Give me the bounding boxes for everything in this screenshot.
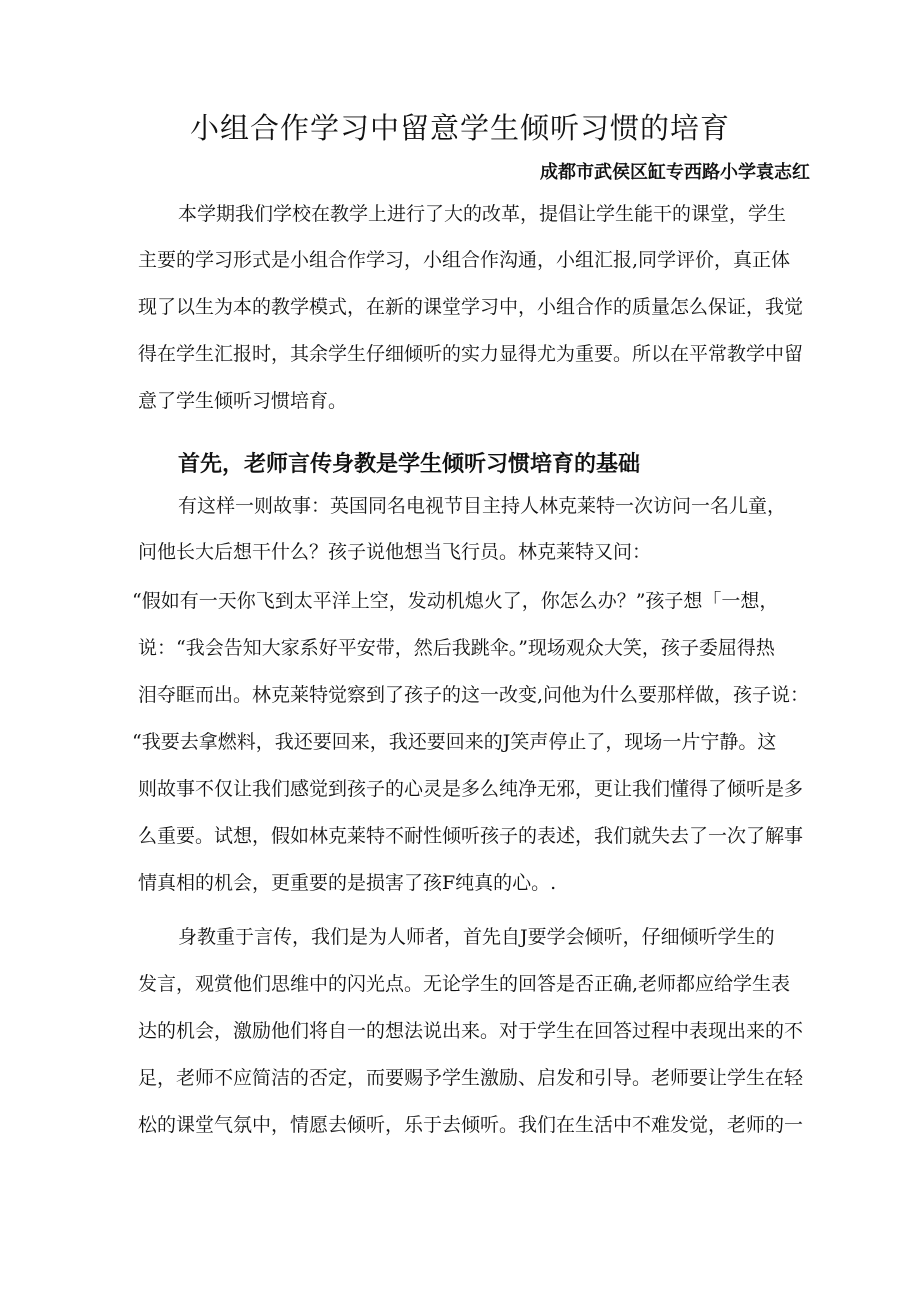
paragraph-line: 泪夺眶而出。林克莱特觉察到了孩子的这一改变,问他为什么要那样做，孩子说： xyxy=(138,684,810,706)
paragraph-line: 得在学生汇报时，其余学生仔细倾听的实力显得尤为重要。所以在平常教学中留 xyxy=(138,343,804,365)
paragraph-line: 达的机会，激励他们将自一的想法说出来。对于学生在回答过程中表现出来的不 xyxy=(138,1020,804,1042)
paragraph-line: 发言，观赏他们思维中的闪光点。无论学生的回答是否正确,老师都应给学生表 xyxy=(138,973,791,995)
author-line: 成都市武侯区缸专西路小学袁志红 xyxy=(540,162,810,183)
paragraph-line: 则故事不仅让我们感觉到孩子的心灵是多么纯净无邪，更让我们懂得了倾听是多 xyxy=(138,778,804,800)
paragraph-line: 身教重于言传，我们是为人师者，首先自J要学会倾听，仔细倾听学生的 xyxy=(178,926,775,948)
paragraph-line: 情真相的机会，更重要的是损害了孩F纯真的心。. xyxy=(138,872,557,894)
paragraph-line: “假如有一天你飞到太平洋上空，发动机熄火了，你怎么办？”孩子想「一想， xyxy=(132,590,779,612)
paragraph-line: 现了以生为本的教学模式，在新的课堂学习中，小组合作的质量怎么保证，我觉 xyxy=(138,296,804,318)
paragraph-line: 意了学生倾听习惯培育。 xyxy=(138,390,348,412)
paragraph-line: “我要去拿燃料，我还要回来，我还要回来的J笑声停止了，现场一片宁静。这 xyxy=(132,731,777,753)
paragraph-line: 松的课堂气氛中，情愿去倾听，乐于去倾听。我们在生活中不难发觉，老师的一 xyxy=(138,1114,804,1136)
paragraph-line: 么重要。试想，假如林克莱特不耐性倾听孩子的表述，我们就失去了一次了解事 xyxy=(138,825,804,847)
paragraph-line: 主要的学习形式是小组合作学习，小组合作沟通，小组汇报,同学评价，真正体 xyxy=(138,249,791,271)
paragraph-line: 问他长大后想干什么？孩子说他想当飞行员。林克莱特又问： xyxy=(138,541,652,563)
paragraph-line: 说：“我会告知大家系好平安带，然后我跳伞。”现场观众大笑，孩子委屈得热 xyxy=(138,637,775,659)
paragraph-line: 本学期我们学校在教学上进行了大的改革，提倡让学生能干的课堂，学生 xyxy=(178,203,787,225)
section-heading: 首先，老师言传身教是学生倾听习惯培育的基础 xyxy=(178,452,641,477)
paragraph-line: 足，老师不应简洁的否定，而要赐予学生激励、启发和引导。老师要让学生在轻 xyxy=(138,1067,804,1089)
paragraph-line: 有这样一则故事：英国同名电视节目主持人林克莱特一次访问一名儿童， xyxy=(178,495,787,517)
document-title: 小组合作学习中留意学生倾听习惯的培育 xyxy=(189,111,730,145)
